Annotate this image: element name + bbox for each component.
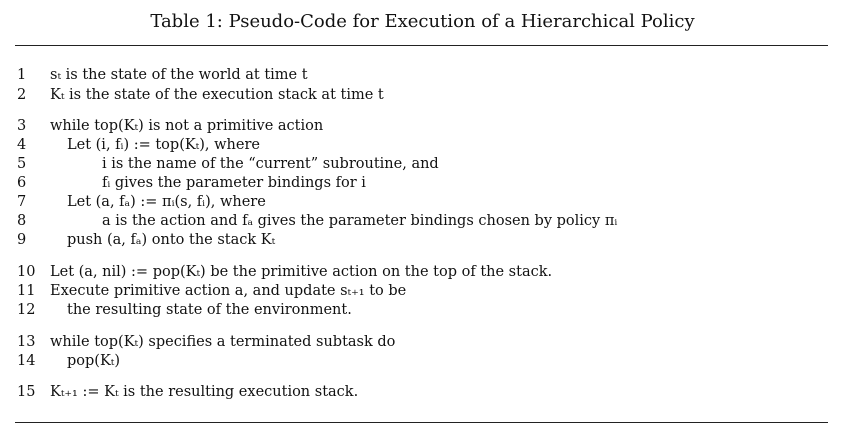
line-text: Execute primitive action a, and update sₜ₊₁ to be xyxy=(50,283,407,299)
line-number: 5 xyxy=(17,156,27,172)
line-text: while top(Kₜ) is not a primitive action xyxy=(50,118,324,134)
line-text: a is the action and fₐ gives the parameter bindings chosen by policy πᵢ xyxy=(102,213,618,229)
bottom-rule xyxy=(15,422,828,423)
line-text: Let (i, fᵢ) := top(Kₜ), where xyxy=(67,137,260,153)
line-text: fᵢ gives the parameter bindings for i xyxy=(102,175,366,191)
line-number: 12 xyxy=(17,302,36,318)
line-text: Kₜ₊₁ := Kₜ is the resulting execution stack. xyxy=(50,384,359,400)
line-text: Let (a, nil) := pop(Kₜ) be the primitive action on the top of the stack. xyxy=(50,264,553,280)
line-number: 1 xyxy=(17,67,27,83)
line-number: 2 xyxy=(17,87,27,103)
line-text: i is the name of the “current” subroutine, and xyxy=(102,156,439,172)
line-number: 9 xyxy=(17,232,27,248)
line-number: 11 xyxy=(17,283,36,299)
line-number: 7 xyxy=(17,194,27,210)
line-text: Let (a, fₐ) := πᵢ(s, fᵢ), where xyxy=(67,194,266,210)
line-text: push (a, fₐ) onto the stack Kₜ xyxy=(67,232,276,248)
top-rule xyxy=(15,45,828,46)
line-number: 3 xyxy=(17,118,27,134)
line-text: while top(Kₜ) specifies a terminated subtask do xyxy=(50,334,396,350)
line-text: Kₜ is the state of the execution stack at time t xyxy=(50,87,384,103)
line-number: 14 xyxy=(17,353,36,369)
line-number: 8 xyxy=(17,213,27,229)
line-number: 10 xyxy=(17,264,36,280)
table-caption: Table 1: Pseudo-Code for Execution of a Hierarchical Policy xyxy=(150,11,695,32)
line-number: 6 xyxy=(17,175,27,191)
line-number: 13 xyxy=(17,334,36,350)
line-number: 15 xyxy=(17,384,36,400)
line-text: the resulting state of the environment. xyxy=(67,302,352,318)
line-text: sₜ is the state of the world at time t xyxy=(50,67,308,83)
line-number: 4 xyxy=(17,137,27,153)
line-text: pop(Kₜ) xyxy=(67,353,121,369)
